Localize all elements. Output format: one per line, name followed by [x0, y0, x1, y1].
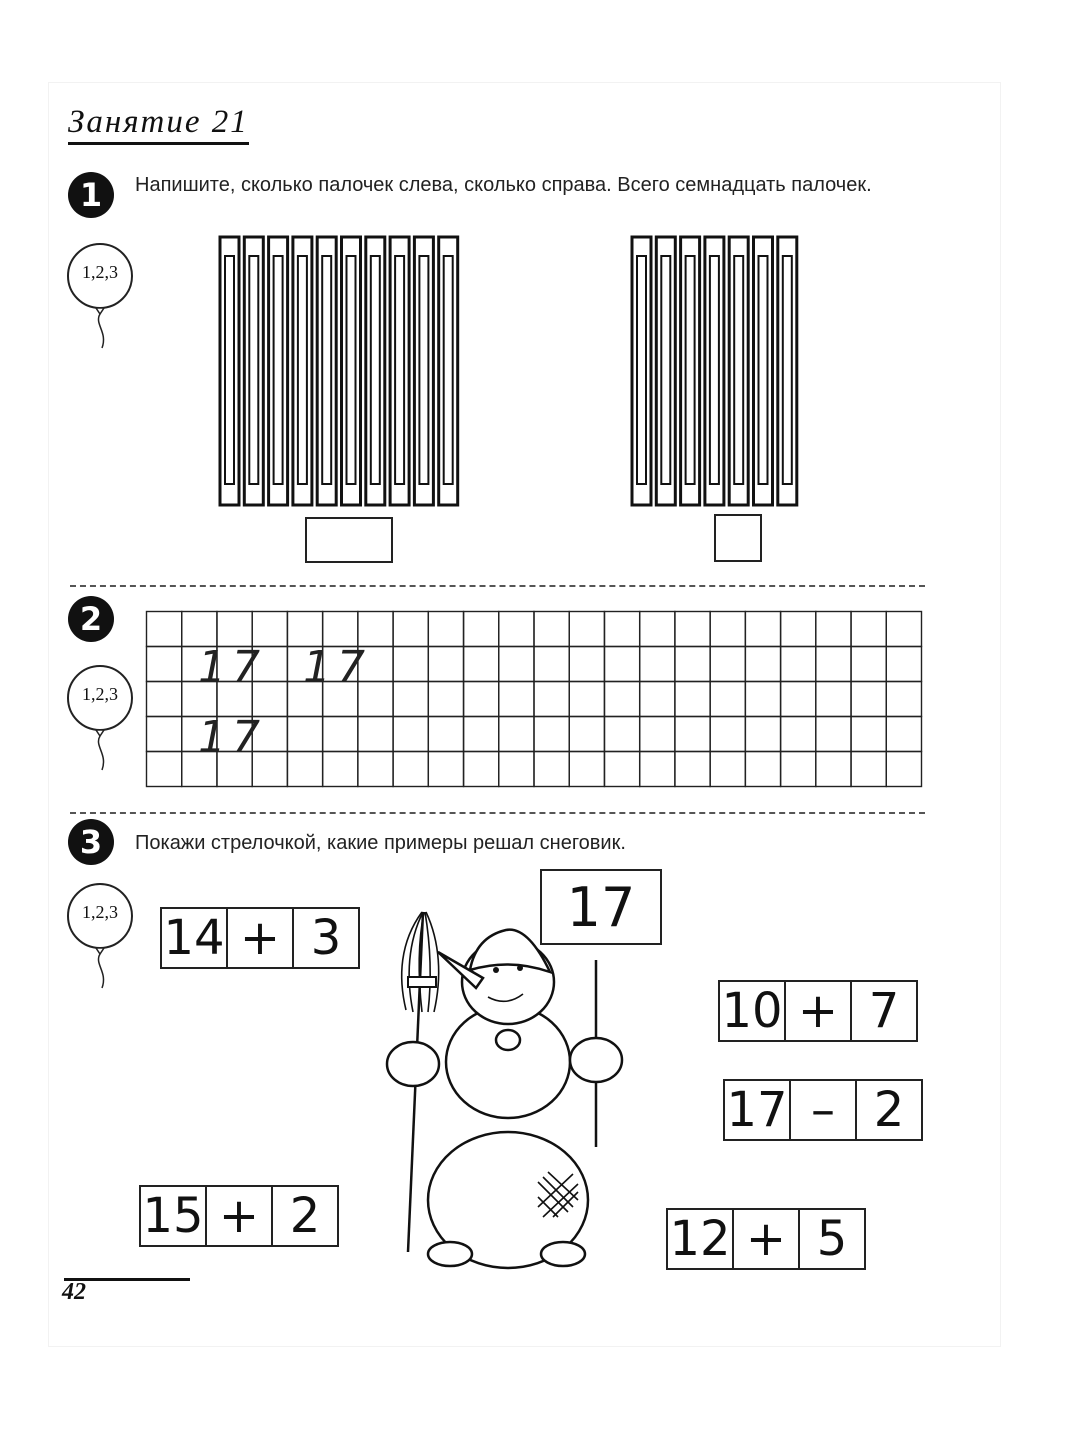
- lesson-title: Занятие 21: [68, 102, 249, 145]
- example-operand: 5: [816, 1211, 848, 1267]
- balloon-icon: [66, 242, 138, 350]
- counting-stick: [366, 237, 385, 505]
- grid-cell[interactable]: [781, 647, 816, 682]
- grid-cell[interactable]: [816, 612, 851, 647]
- example-card[interactable]: [723, 1079, 923, 1141]
- grid-cell[interactable]: [464, 752, 499, 787]
- grid-cell[interactable]: [393, 752, 428, 787]
- counting-stick: [220, 237, 239, 505]
- counting-stick: [705, 237, 724, 505]
- grid-cell[interactable]: [675, 682, 710, 717]
- example-operand: 10: [720, 982, 786, 1040]
- example-operand: 2: [873, 1082, 905, 1138]
- grid-cell[interactable]: [745, 717, 780, 752]
- answer-box-left[interactable]: [305, 517, 393, 563]
- grid-cell[interactable]: [428, 647, 463, 682]
- grid-cell[interactable]: [816, 717, 851, 752]
- balloon-label: 1,2,3: [82, 262, 118, 282]
- counting-stick: [681, 237, 700, 505]
- counting-stick: [754, 237, 773, 505]
- balloon-label: 1,2,3: [82, 902, 118, 922]
- example-operator: –: [791, 1081, 857, 1139]
- grid-cell[interactable]: [781, 612, 816, 647]
- grid-cell[interactable]: [745, 647, 780, 682]
- grid-cell[interactable]: [393, 717, 428, 752]
- grid-cell[interactable]: [710, 647, 745, 682]
- counting-stick: [293, 237, 312, 505]
- grid-cell[interactable]: [604, 752, 639, 787]
- example-card[interactable]: [160, 907, 360, 969]
- grid-cell[interactable]: [147, 752, 182, 787]
- grid-cell[interactable]: [851, 647, 886, 682]
- task-1-text: Напишите, сколько палочек слева, сколько справа. Всего семнадцать палочек.: [135, 174, 872, 196]
- answer-box-right[interactable]: [714, 514, 762, 562]
- example-operator: +: [734, 1210, 800, 1268]
- grid-cell[interactable]: [569, 752, 604, 787]
- grid-cell[interactable]: [604, 717, 639, 752]
- grid-cell[interactable]: [851, 612, 886, 647]
- grid-cell[interactable]: [604, 682, 639, 717]
- counting-stick: [439, 237, 458, 505]
- grid-cell[interactable]: [745, 752, 780, 787]
- balloon-icon: [66, 664, 138, 772]
- example-operator: +: [207, 1187, 273, 1245]
- example-operator: +: [228, 909, 294, 967]
- grid-cell[interactable]: [816, 682, 851, 717]
- grid-cell[interactable]: [534, 612, 569, 647]
- workbook-page: [48, 82, 1001, 1347]
- grid-cell[interactable]: [464, 647, 499, 682]
- sample-number: 17: [198, 712, 266, 763]
- sticks-right-group: [630, 234, 830, 509]
- task-3-text: Покажи стрелочкой, какие примеры решал снеговик.: [135, 832, 626, 854]
- grid-cell[interactable]: [464, 612, 499, 647]
- divider: [70, 812, 925, 814]
- sticks-left-group: [218, 234, 463, 509]
- grid-cell[interactable]: [428, 752, 463, 787]
- grid-cell[interactable]: [534, 717, 569, 752]
- grid-cell[interactable]: [393, 682, 428, 717]
- grid-cell[interactable]: [851, 752, 886, 787]
- grid-cell[interactable]: [569, 682, 604, 717]
- grid-cell[interactable]: [640, 752, 675, 787]
- example-operand: 12: [668, 1210, 734, 1268]
- example-operator: +: [786, 982, 852, 1040]
- grid-cell[interactable]: [781, 717, 816, 752]
- counting-stick: [342, 237, 361, 505]
- grid-cell[interactable]: [499, 717, 534, 752]
- task-3-number: 3: [68, 819, 114, 865]
- divider: [70, 585, 925, 587]
- grid-cell[interactable]: [147, 612, 182, 647]
- grid-cell[interactable]: [851, 717, 886, 752]
- grid-cell[interactable]: [147, 682, 182, 717]
- grid-cell[interactable]: [499, 682, 534, 717]
- grid-cell[interactable]: [640, 682, 675, 717]
- balloon-label: 1,2,3: [82, 684, 118, 704]
- grid-cell[interactable]: [358, 717, 393, 752]
- sample-number: 17: [198, 642, 266, 693]
- example-operand: 3: [310, 910, 342, 966]
- grid-cell[interactable]: [675, 752, 710, 787]
- grid-cell[interactable]: [464, 717, 499, 752]
- grid-cell[interactable]: [710, 717, 745, 752]
- grid-cell[interactable]: [534, 682, 569, 717]
- example-operand: 17: [725, 1081, 791, 1139]
- grid-cell[interactable]: [886, 612, 921, 647]
- grid-cell[interactable]: [569, 717, 604, 752]
- example-card[interactable]: [666, 1208, 866, 1270]
- grid-cell[interactable]: [851, 682, 886, 717]
- grid-cell[interactable]: [604, 647, 639, 682]
- grid-cell[interactable]: [358, 752, 393, 787]
- grid-cell[interactable]: [816, 752, 851, 787]
- grid-cell[interactable]: [323, 752, 358, 787]
- snowman-sign: 17: [540, 869, 662, 945]
- task-2-number: 2: [68, 596, 114, 642]
- grid-cell[interactable]: [287, 752, 322, 787]
- grid-cell[interactable]: [886, 752, 921, 787]
- task-1-number: 1: [68, 172, 114, 218]
- grid-cell[interactable]: [710, 752, 745, 787]
- grid-cell[interactable]: [534, 752, 569, 787]
- grid-cell[interactable]: [640, 612, 675, 647]
- grid-cell[interactable]: [604, 612, 639, 647]
- balloon-icon: [66, 882, 138, 990]
- grid-cell[interactable]: [287, 717, 322, 752]
- grid-cell[interactable]: [640, 717, 675, 752]
- page-number: 42: [62, 1279, 86, 1305]
- grid-cell[interactable]: [745, 682, 780, 717]
- example-operand: 15: [141, 1187, 207, 1245]
- grid-cell[interactable]: [569, 647, 604, 682]
- example-card[interactable]: [718, 980, 918, 1042]
- grid-cell[interactable]: [640, 647, 675, 682]
- grid-cell[interactable]: [886, 682, 921, 717]
- sample-number: 17: [303, 642, 371, 693]
- grid-cell[interactable]: [781, 682, 816, 717]
- grid-cell[interactable]: [428, 717, 463, 752]
- grid-cell[interactable]: [393, 647, 428, 682]
- example-card[interactable]: [139, 1185, 339, 1247]
- counting-stick: [632, 237, 651, 505]
- counting-stick: [778, 237, 797, 505]
- grid-cell[interactable]: [428, 682, 463, 717]
- counting-stick: [656, 237, 675, 505]
- grid-cell[interactable]: [428, 612, 463, 647]
- grid-cell[interactable]: [781, 752, 816, 787]
- grid-cell[interactable]: [393, 612, 428, 647]
- counting-stick: [729, 237, 748, 505]
- grid-cell[interactable]: [499, 612, 534, 647]
- grid-cell[interactable]: [534, 647, 569, 682]
- example-operand: 2: [289, 1188, 321, 1244]
- counting-stick: [244, 237, 263, 505]
- counting-stick: [414, 237, 433, 505]
- counting-stick: [390, 237, 409, 505]
- grid-cell[interactable]: [675, 717, 710, 752]
- grid-cell[interactable]: [147, 717, 182, 752]
- grid-cell[interactable]: [464, 682, 499, 717]
- grid-cell[interactable]: [499, 752, 534, 787]
- grid-cell[interactable]: [675, 612, 710, 647]
- grid-cell[interactable]: [675, 647, 710, 682]
- grid-cell[interactable]: [569, 612, 604, 647]
- grid-cell[interactable]: [323, 717, 358, 752]
- grid-cell[interactable]: [499, 647, 534, 682]
- grid-cell[interactable]: [147, 647, 182, 682]
- grid-cell[interactable]: [816, 647, 851, 682]
- example-operand: 14: [162, 909, 228, 967]
- grid-cell[interactable]: [886, 717, 921, 752]
- grid-cell[interactable]: [745, 612, 780, 647]
- counting-stick: [317, 237, 336, 505]
- grid-cell[interactable]: [886, 647, 921, 682]
- grid-cell[interactable]: [710, 612, 745, 647]
- grid-cell[interactable]: [710, 682, 745, 717]
- counting-stick: [269, 237, 288, 505]
- example-operand: 7: [868, 983, 900, 1039]
